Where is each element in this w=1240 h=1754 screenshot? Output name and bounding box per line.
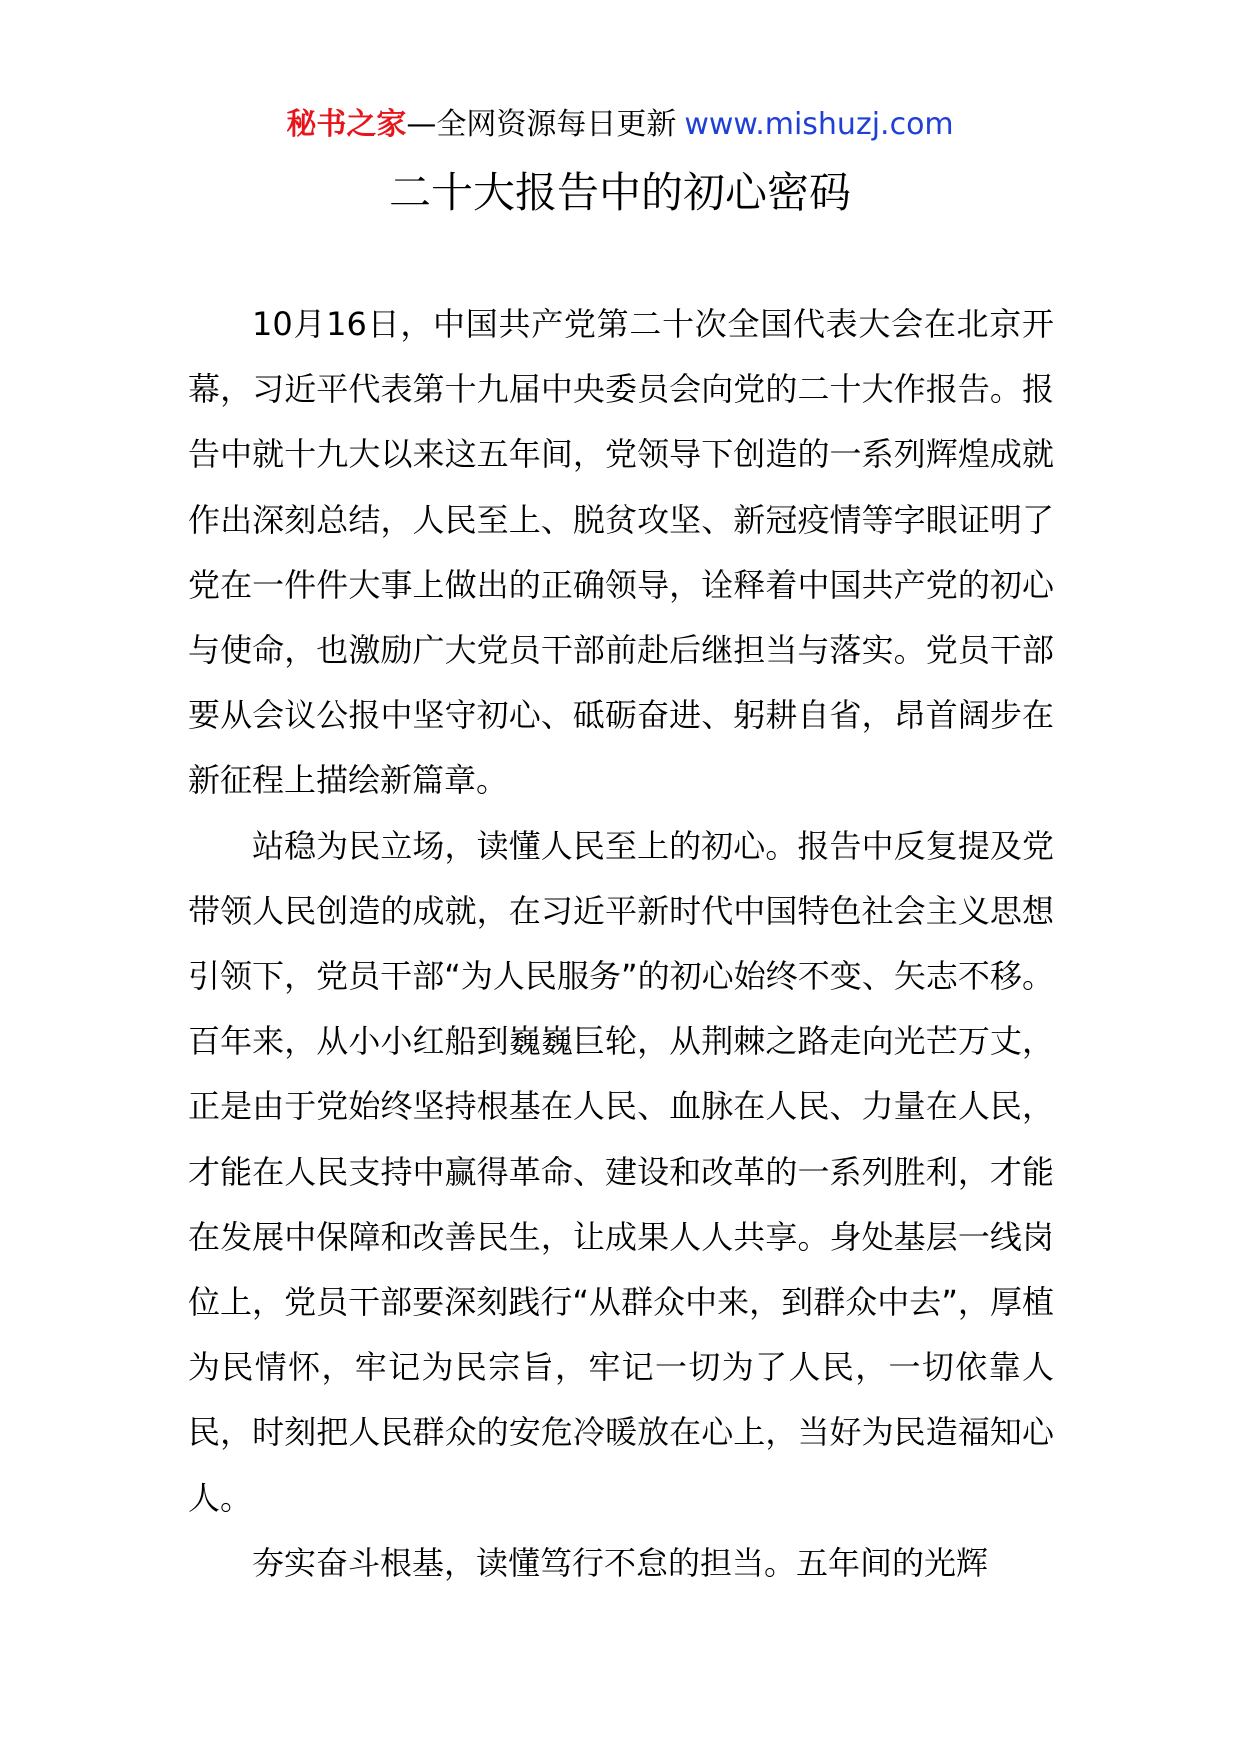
header-slogan: —全网资源每日更新 <box>406 107 677 142</box>
site-url-link[interactable]: www.mishuzj.com <box>684 107 954 142</box>
document-body <box>188 292 1054 1596</box>
paragraph-lead: 夯实奋斗根基，读懂笃行不怠的担当。 <box>252 1543 797 1582</box>
paragraph-responsibility <box>188 1531 1054 1596</box>
site-header <box>0 100 1240 150</box>
document-title: 二十大报告中的初心密码 <box>388 168 851 217</box>
paragraph-intro <box>188 292 1054 814</box>
paragraph-text: 报告中反复提及党带领人民创造的成就，在习近平新时代中国特色社会主义思想引领下，党员干部“为人民服务”的初心始终不变、矢志不移。百年来，从小小红船到巍巍巨轮，从荆棘之路走向光芒万丈，正是由于党始终坚持根基在人民、血脉在人民、力量在人民，才能在人民支持中赢得革命、建设和改革的一系列胜利，才能在发展中保障和改善民生，让成果人人共享。身处基层一线岗位上，党员干部要深刻践行“从群众中来，到群众中去”，厚植为民情怀，牢记为民宗旨，牢记一切为了人民，一切依靠人民，时刻把人民群众的安危冷暖放在心上，当好为民造福知心人。 <box>188 826 1054 1517</box>
paragraph-people-first <box>188 814 1054 1531</box>
paragraph-text: 10月16日，中国共产党第二十次全国代表大会在北京开幕，习近平代表第十九届中央委员会向党的二十大作报告。报告中就十九大以来这五年间，党领导下创造的一系列辉煌成就作出深刻总结，人民至上、脱贫攻坚、新冠疫情等字眼证明了党在一件件大事上做出的正确领导，诠释着中国共产党的初心与使命，也激励广大党员干部前赴后继担当与落实。党员干部要从会议公报中坚守初心、砥砺奋进、躬耕自省，昂首阔步在新征程上描绘新篇章。 <box>188 305 1054 800</box>
paragraph-text: 五年间的光辉 <box>796 1543 989 1582</box>
paragraph-lead: 站稳为民立场，读懂人民至上的初心。 <box>252 826 798 865</box>
brand-name: 秘书之家 <box>286 107 407 142</box>
